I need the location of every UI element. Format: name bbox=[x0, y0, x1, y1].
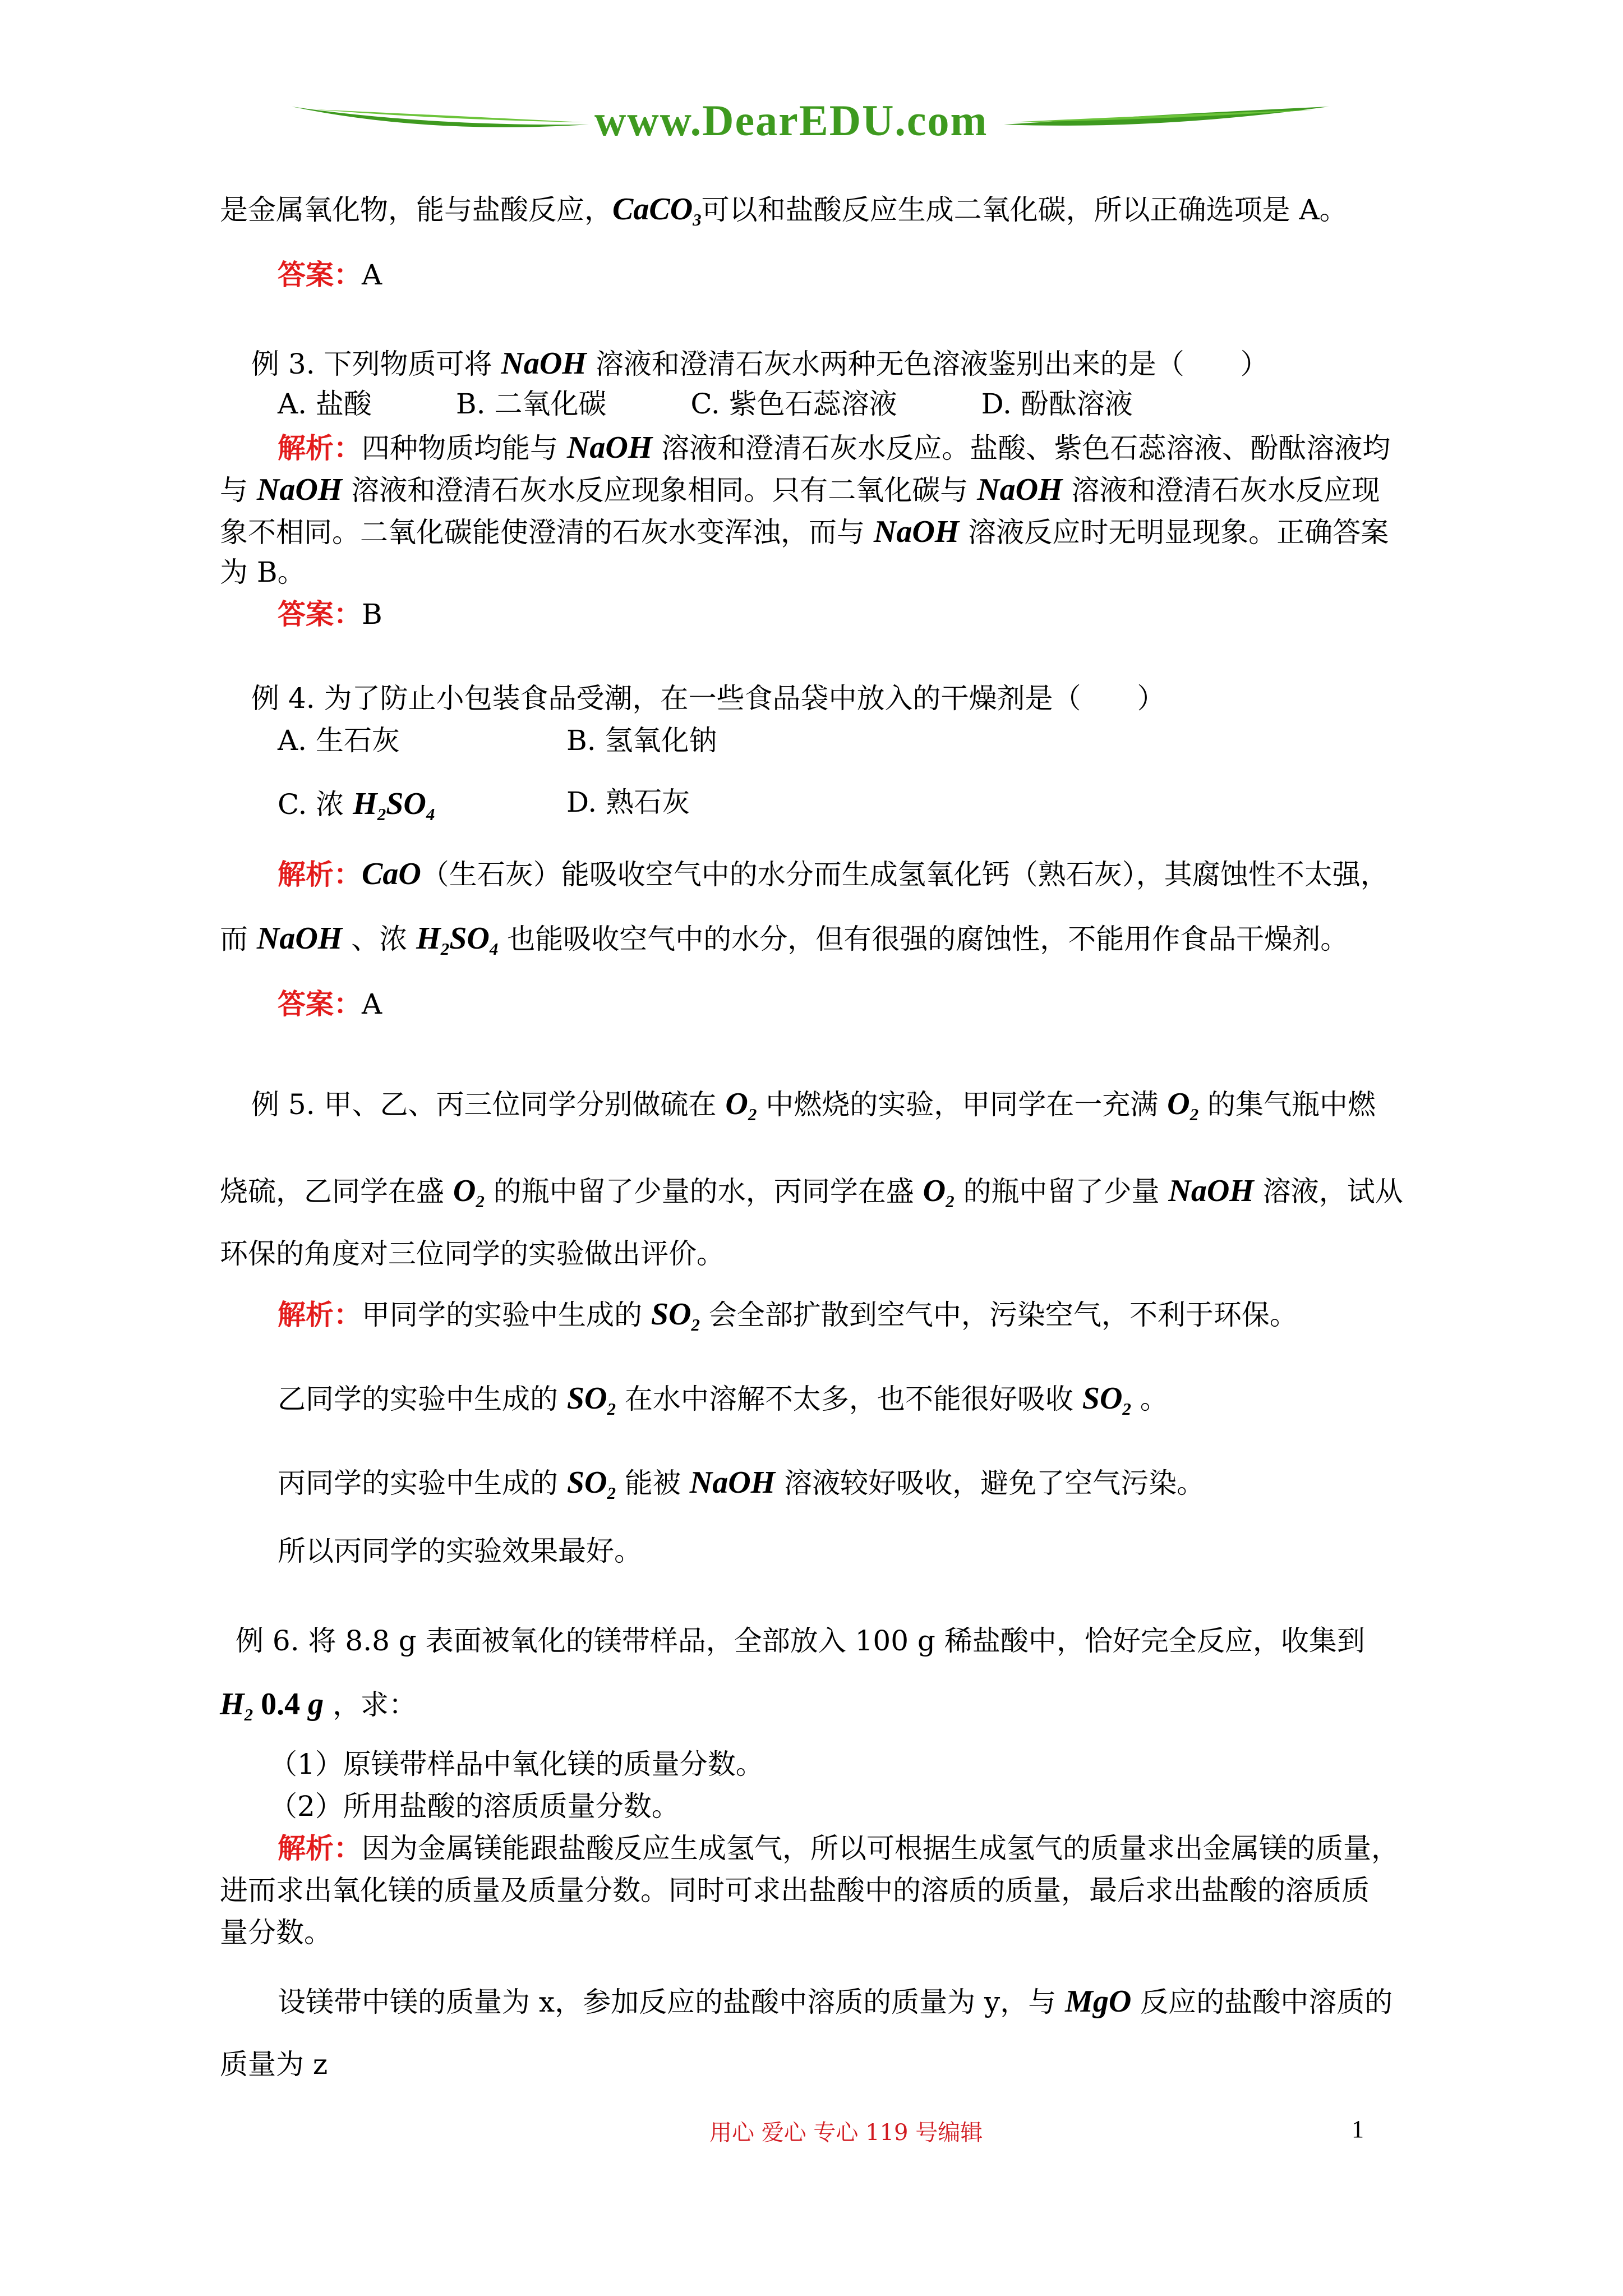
option-d: D. 熟石灰 bbox=[566, 786, 690, 818]
text-line: 烧硫，乙同学在盛 $O_2$ 的瓶中留了少量的水，丙同学在盛 $O_2$ 的瓶中留了少量 NaOH 溶液，试从 bbox=[220, 1174, 1403, 1211]
text-line: 是金属氧化物，能与盐酸反应，CaCO$_3$可以和盐酸反应生成二氧化碳，所以正确选项是 A。 bbox=[220, 192, 1348, 229]
text-line: 进而求出氧化镁的质量及质量分数。同时可求出盐酸中的溶质的质量，最后求出盐酸的溶质质 bbox=[220, 1874, 1370, 1907]
analysis-line: 解析：因为金属镁能跟盐酸反应生成氢气，所以可根据生成氢气的质量求出金属镁的质量， bbox=[278, 1832, 1399, 1865]
example-4-question: 例 4. 为了防止小包装食品受潮，在一些食品袋中放入的干燥剂是（ ） bbox=[251, 682, 1165, 715]
text-line: 为 B。 bbox=[220, 556, 306, 588]
example-5-question: 例 5. 甲、乙、丙三位同学分别做硫在 $O_2$ 中燃烧的实验，甲同学在一充满 $O_2$ 的集气瓶中燃 bbox=[251, 1087, 1376, 1124]
text-line: 设镁带中镁的质量为 x，参加反应的盐酸中溶质的质量为 y，与 MgO 反应的盐酸中溶质的 bbox=[278, 1984, 1393, 2019]
sub-question-1: （1）原镁带样品中氧化镁的质量分数。 bbox=[269, 1748, 764, 1780]
analysis-line: 解析：甲同学的实验中生成的 $SO_2$ 会全部扩散到空气中，污染空气，不利于环保。 bbox=[278, 1297, 1298, 1335]
header-site-title: www.DearEDU.com bbox=[594, 96, 988, 145]
text-line: 量分数。 bbox=[220, 1916, 332, 1949]
text-line: 与 NaOH 溶液和澄清石灰水反应现象相同。只有二氧化碳与 NaOH 溶液和澄清石灰水反应现 bbox=[220, 472, 1380, 507]
page-number: 1 bbox=[1352, 2115, 1364, 2143]
text-line: 象不相同。二氧化碳能使澄清的石灰水变浑浊，而与 NaOH 溶液反应时无明显现象。正确答案 bbox=[220, 514, 1389, 549]
option-a: A. 生石灰 bbox=[278, 724, 400, 757]
text-line: 乙同学的实验中生成的 $SO_2$ 在水中溶解不太多，也不能很好吸收 $SO_2$ 。 bbox=[278, 1381, 1168, 1419]
option-b: B. 氢氧化钠 bbox=[566, 724, 717, 757]
text-line: $H_2$ 0.4 g ，求： bbox=[220, 1687, 417, 1724]
text-line: 所以丙同学的实验效果最好。 bbox=[278, 1535, 642, 1567]
footer-motto: 用心 爱心 专心 119 号编辑 bbox=[709, 2120, 983, 2146]
sub-question-2: （2）所用盐酸的溶质质量分数。 bbox=[269, 1790, 680, 1823]
answer-line: 答案：A bbox=[278, 258, 382, 291]
answer-line: 答案：A bbox=[278, 987, 382, 1020]
example-3-question: 例 3. 下列物质可将 NaOH 溶液和澄清石灰水两种无色溶液鉴别出来的是（ ） bbox=[251, 346, 1269, 381]
answer-line: 答案：B bbox=[278, 597, 382, 631]
text-line: 质量为 z bbox=[220, 2048, 328, 2081]
option-c: C. 浓 $H_2SO_4$ bbox=[278, 786, 435, 824]
analysis-line: 解析：四种物质均能与 NaOH 溶液和澄清石灰水反应。盐酸、紫色石蕊溶液、酚酞溶液均 bbox=[278, 430, 1391, 465]
example-3-options: A. 盐酸 B. 二氧化碳 C. 紫色石蕊溶液 D. 酚酞溶液 bbox=[278, 388, 1133, 420]
text-line: 而 NaOH 、浓 $H_2SO_4$ 也能吸收空气中的水分，但有很强的腐蚀性，不能用作食品干燥剂。 bbox=[220, 921, 1349, 959]
analysis-line: 解析：CaO（生石灰）能吸收空气中的水分而生成氢氧化钙（熟石灰），其腐蚀性不太强， bbox=[278, 857, 1389, 891]
text-line: 丙同学的实验中生成的 $SO_2$ 能被 NaOH 溶液较好吸收，避免了空气污染。 bbox=[278, 1465, 1205, 1503]
example-6-question: 例 6. 将 8.8 g 表面被氧化的镁带样品，全部放入 100 g 稀盐酸中，恰好完全反应，收集到 bbox=[236, 1625, 1365, 1657]
text-line: 环保的角度对三位同学的实验做出评价。 bbox=[220, 1237, 725, 1270]
